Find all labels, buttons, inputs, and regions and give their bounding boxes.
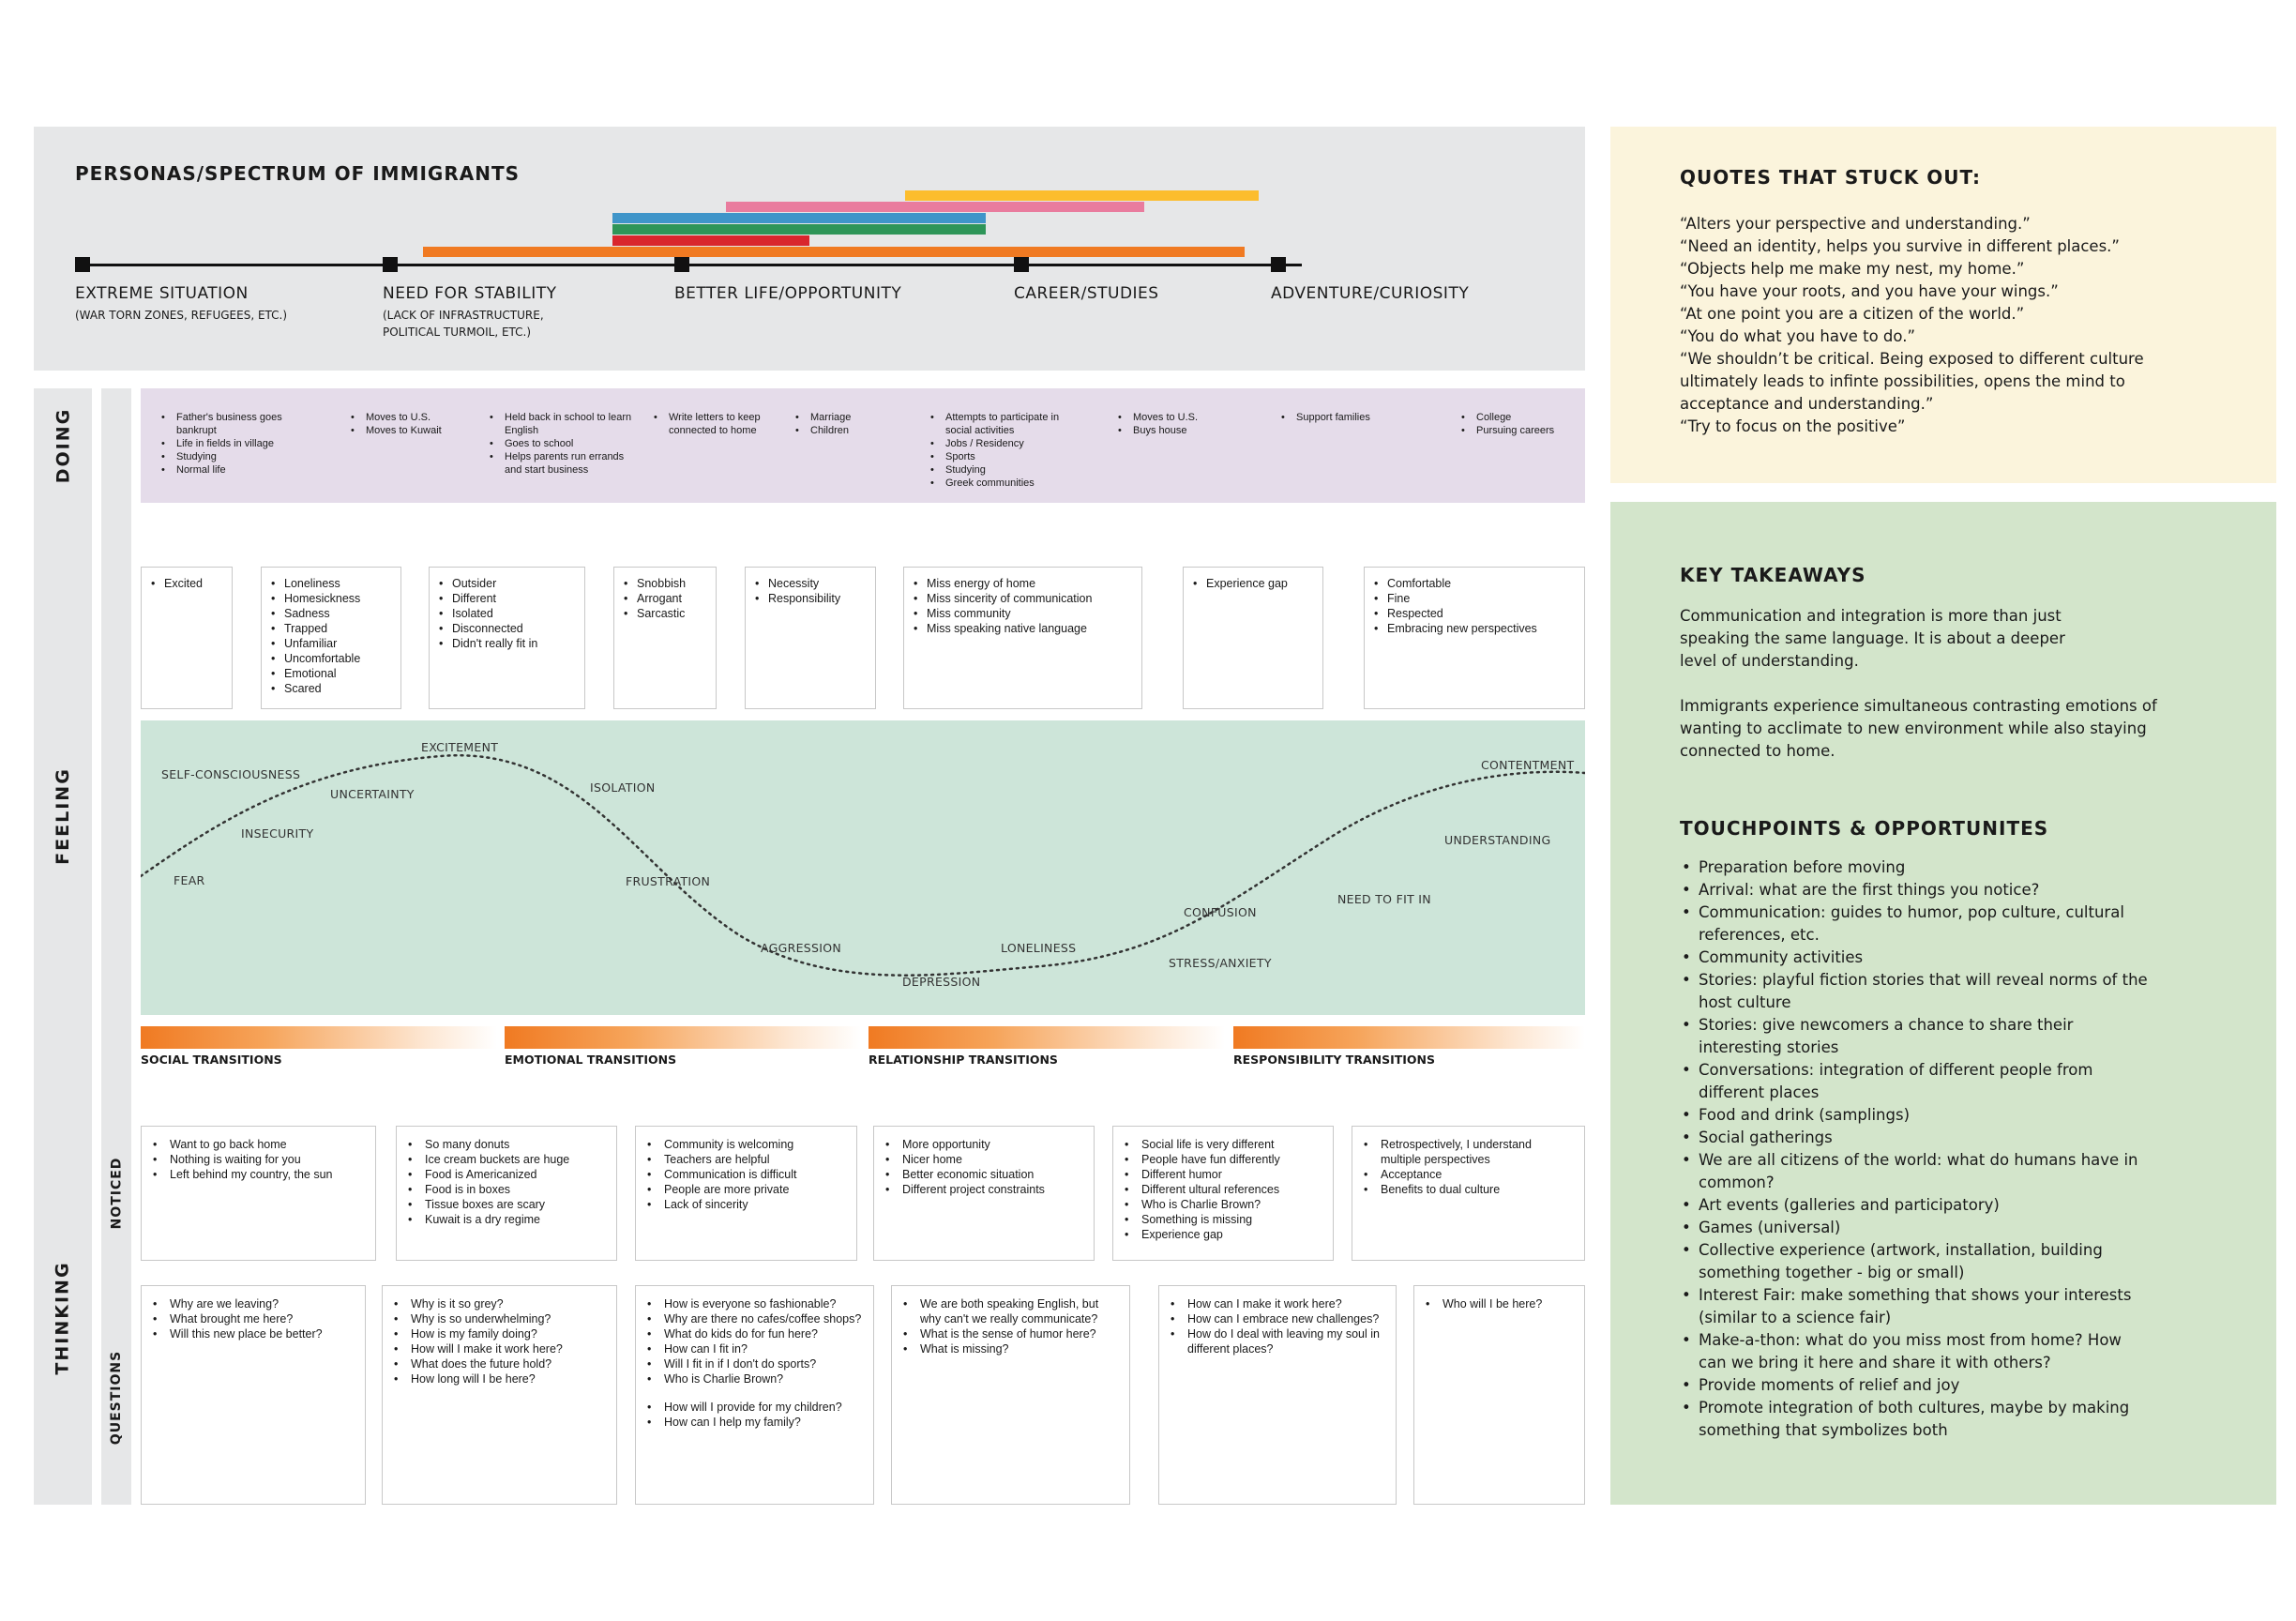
persona-bar-career	[726, 202, 1144, 212]
takeaways-title: KEY TAKEAWAYS	[1680, 564, 1866, 586]
list-item: • Preparation before moving	[1680, 856, 2149, 879]
list-item: • Helps parents run errands and start business	[488, 450, 638, 477]
feeling-box-1	[141, 567, 233, 709]
list-item: • Unfamiliar	[269, 636, 393, 651]
transition-label-social: SOCIAL TRANSITIONS	[141, 1053, 282, 1067]
list-item: • Lack of sincerity	[645, 1197, 847, 1212]
list-item: • Different ultural references	[1123, 1182, 1323, 1197]
questions-box-2	[382, 1285, 617, 1505]
doing-col-5	[793, 411, 906, 437]
list-item: • Sarcastic	[622, 606, 708, 621]
questions-box-3	[635, 1285, 874, 1505]
list-item: • Miss community	[912, 606, 1134, 621]
stage-better-life	[674, 284, 956, 303]
quote-line: “At one point you are a citizen of the world.”	[1680, 305, 2025, 323]
list-item: • Emotional	[269, 666, 393, 681]
doing-col-8	[1279, 411, 1411, 424]
list-item: • Benefits to dual culture	[1362, 1182, 1575, 1197]
list-item: • Different project constraints	[884, 1182, 1084, 1197]
list-item: • Isolated	[437, 606, 577, 621]
touchpoints-title: TOUCHPOINTS & OPPORTUNITES	[1680, 817, 2049, 840]
stage-label: ADVENTURE/CURIOSITY	[1271, 284, 1470, 303]
emotion-contentment: CONTENTMENT	[1481, 758, 1575, 772]
quote-line: “Try to focus on the positive”	[1680, 417, 1906, 435]
list-item: • Arrival: what are the first things you notice?	[1680, 879, 2149, 901]
list-item: • What is missing?	[901, 1341, 1120, 1356]
noticed-list	[645, 1137, 847, 1212]
persona-bar-adventure	[905, 190, 1259, 201]
questions-list	[1169, 1296, 1386, 1356]
list-item: • Why is it so grey?	[392, 1296, 607, 1311]
list-item: • Miss sincerity of communication	[912, 591, 1134, 606]
side-label-feeling: FEELING	[53, 767, 73, 865]
list-item: • More opportunity	[884, 1137, 1084, 1152]
list-item: • Comfortable	[1372, 576, 1577, 591]
list-item: • How long will I be here?	[392, 1371, 607, 1386]
emotion-loneliness: LONELINESS	[1001, 941, 1077, 955]
list-item: • People are more private	[645, 1182, 847, 1197]
list-item: • Conversations: integration of different people from different places	[1680, 1059, 2149, 1104]
list-item: • Loneliness	[269, 576, 393, 591]
feeling-list	[1372, 576, 1577, 636]
feeling-box-8	[1364, 567, 1585, 709]
takeaways-p2: Immigrants experience simultaneous contrasting emotions of wanting to acclimate to new environment while also staying connected to home.	[1680, 697, 2157, 760]
list-item: • How can I fit in?	[645, 1341, 864, 1356]
list-item: • Communication is difficult	[645, 1167, 847, 1182]
feeling-box-2	[261, 567, 401, 709]
list-item: • Marriage	[793, 411, 906, 424]
takeaways-p1: Communication and integration is more than just speaking the same language. It is about a deeper level of understanding.	[1680, 607, 2065, 670]
list-item: • Different humor	[1123, 1167, 1323, 1182]
personas-title: PERSONAS/SPECTRUM OF IMMIGRANTS	[75, 162, 520, 185]
sub-label-questions: QUESTIONS	[109, 1350, 125, 1446]
list-item: • Stories: give newcomers a chance to share their interesting stories	[1680, 1014, 2149, 1059]
emotion-curve-panel	[141, 720, 1585, 1015]
emotion-excitement: EXCITEMENT	[421, 740, 499, 754]
noticed-box-5	[1112, 1126, 1334, 1261]
list-item: • Arrogant	[622, 591, 708, 606]
quotes-list	[1680, 213, 2205, 438]
list-item: • How do I deal with leaving my soul in different places?	[1169, 1326, 1386, 1356]
list-item: • Something is missing	[1123, 1212, 1323, 1227]
list-item: • Studying	[929, 463, 1069, 477]
doing-col-7	[1116, 411, 1229, 437]
list-item: • Respected	[1372, 606, 1577, 621]
list-item: • What brought me here?	[151, 1311, 355, 1326]
list-item: • Trapped	[269, 621, 393, 636]
list-item: • Disconnected	[437, 621, 577, 636]
list-item: • Acceptance	[1362, 1167, 1575, 1182]
list-item: • Community activities	[1680, 947, 2149, 969]
list-item: • How can I embrace new challenges?	[1169, 1311, 1386, 1326]
list-item: • Why are we leaving?	[151, 1296, 355, 1311]
transition-label-emotional: EMOTIONAL TRANSITIONS	[505, 1053, 677, 1067]
list-item: • Art events (galleries and participatory)	[1680, 1194, 2149, 1217]
list-item: • College	[1459, 411, 1581, 424]
stage-marker-3	[674, 257, 689, 272]
quote-line: “Need an identity, helps you survive in different places.”	[1680, 237, 2120, 255]
stage-sub: (WAR TORN ZONES, REFUGEES, ETC.)	[75, 309, 288, 322]
transition-bar-relationship	[869, 1026, 1225, 1049]
stage-marker-4	[1014, 257, 1029, 272]
list-item: • Kuwait is a dry regime	[406, 1212, 607, 1227]
list-item: • Collective experience (artwork, installation, building something together - big or small)	[1680, 1239, 2149, 1284]
doing-band	[141, 388, 1585, 503]
noticed-box-4	[873, 1126, 1095, 1261]
list-item: • Different	[437, 591, 577, 606]
list-item: • Moves to U.S.	[1116, 411, 1229, 424]
list-item: • Ice cream buckets are huge	[406, 1152, 607, 1167]
stage-marker-2	[383, 257, 398, 272]
persona-bar-better-life	[612, 213, 986, 223]
list-item: • Life in fields in village	[159, 437, 310, 450]
list-item: • Make-a-thon: what do you miss most from home? How can we bring it here and share it with others?	[1680, 1329, 2149, 1374]
list-item: • Stories: playful fiction stories that will reveal norms of the host culture	[1680, 969, 2149, 1014]
noticed-box-1	[141, 1126, 376, 1261]
list-item: • Support families	[1279, 411, 1411, 424]
list-item: • Teachers are helpful	[645, 1152, 847, 1167]
questions-list	[1424, 1296, 1575, 1311]
list-item: • Moves to U.S.	[349, 411, 480, 424]
list-item: • How can I help my family?	[645, 1415, 864, 1430]
personas-panel	[34, 127, 1585, 371]
emotion-stress: STRESS/ANXIETY	[1169, 956, 1272, 970]
list-item: • Better economic situation	[884, 1167, 1084, 1182]
emotion-confusion: CONFUSION	[1184, 905, 1257, 919]
list-item: • Social life is very different	[1123, 1137, 1323, 1152]
feeling-box-3	[429, 567, 585, 709]
list-item: • Jobs / Residency	[929, 437, 1069, 450]
list-item: • Uncomfortable	[269, 651, 393, 666]
feeling-box-5	[745, 567, 876, 709]
list-item: • Why are there no cafes/coffee shops?	[645, 1311, 864, 1326]
doing-list	[349, 411, 480, 437]
list-item: • Who is Charlie Brown?	[645, 1371, 864, 1386]
list-item: • Will this new place be better?	[151, 1326, 355, 1341]
list-item: • Retrospectively, I understand multiple perspectives	[1362, 1137, 1575, 1167]
emotion-depression: DEPRESSION	[902, 975, 981, 989]
list-item: • Responsibility	[753, 591, 868, 606]
list-item: • Buys house	[1116, 424, 1229, 437]
list-item: • Moves to Kuwait	[349, 424, 480, 437]
list-item: • Will I fit in if I don't do sports?	[645, 1356, 864, 1371]
list-item: • What do kids do for fun here?	[645, 1326, 864, 1341]
list-item: • Who is Charlie Brown?	[1123, 1197, 1323, 1212]
touchpoints-list	[1680, 856, 2149, 1442]
quote-line: “You have your roots, and you have your wings.”	[1680, 282, 2059, 300]
emotion-curve	[141, 720, 1585, 1015]
doing-list	[1116, 411, 1229, 437]
list-item: • How will I make it work here?	[392, 1341, 607, 1356]
stage-marker-1	[75, 257, 90, 272]
list-item: • Didn't really fit in	[437, 636, 577, 651]
questions-box-5	[1158, 1285, 1397, 1505]
list-item: • Excited	[149, 576, 224, 591]
stage-label: CAREER/STUDIES	[1014, 284, 1159, 303]
stage-label: EXTREME SITUATION	[75, 284, 249, 303]
list-item: • Goes to school	[488, 437, 638, 450]
quote-line: “You do what you have to do.”	[1680, 327, 1915, 345]
list-item: • Pursuing careers	[1459, 424, 1581, 437]
feeling-box-6	[903, 567, 1142, 709]
stage-sub: (LACK OF INFRASTRUCTURE, POLITICAL TURMOIL, ETC.)	[383, 309, 544, 339]
list-item: • Scared	[269, 681, 393, 696]
list-item: • We are both speaking English, but why can't we really communicate?	[901, 1296, 1120, 1326]
list-item: • Children	[793, 424, 906, 437]
persona-bar-stability	[612, 224, 986, 235]
list-item: • How will I provide for my children?	[645, 1400, 864, 1415]
feeling-list	[269, 576, 393, 696]
stage-label: BETTER LIFE/OPPORTUNITY	[674, 284, 902, 303]
list-item: • Write letters to keep connected to home	[652, 411, 788, 437]
sub-label-noticed: NOTICED	[109, 1157, 124, 1230]
list-item: • Left behind my country, the sun	[151, 1167, 366, 1182]
emotion-self-consciousness: SELF-CONSCIOUSNESS	[161, 767, 301, 781]
stage-extreme	[75, 284, 356, 324]
doing-col-4	[652, 411, 788, 437]
side-label-feeling-wrap	[34, 713, 92, 919]
emotion-uncertainty: UNCERTAINTY	[330, 787, 415, 801]
feeling-list	[912, 576, 1134, 636]
doing-list	[488, 411, 638, 477]
doing-col-9	[1459, 411, 1581, 437]
list-item: • Outsider	[437, 576, 577, 591]
list-item: • Nothing is waiting for you	[151, 1152, 366, 1167]
feeling-list	[622, 576, 708, 621]
emotion-frustration: FRUSTRATION	[626, 874, 711, 888]
list-item: • Studying	[159, 450, 310, 463]
transition-label-responsibility: RESPONSIBILITY TRANSITIONS	[1233, 1053, 1436, 1067]
list-item: • Experience gap	[1123, 1227, 1323, 1242]
doing-col-6	[929, 411, 1069, 490]
spectrum-axis-line	[83, 264, 1302, 266]
list-item: • Who will I be here?	[1424, 1296, 1575, 1311]
transition-bar-social	[141, 1026, 497, 1049]
list-item: • Homesickness	[269, 591, 393, 606]
list-item: • People have fun differently	[1123, 1152, 1323, 1167]
doing-list	[1279, 411, 1411, 424]
list-item: • Attempts to participate in social activities	[929, 411, 1069, 437]
questions-box-1	[141, 1285, 366, 1505]
noticed-list	[406, 1137, 607, 1227]
noticed-list	[1123, 1137, 1323, 1242]
list-item: • Father's business goes bankrupt	[159, 411, 310, 437]
quotes-panel	[1610, 127, 2276, 483]
noticed-box-6	[1352, 1126, 1585, 1261]
list-item: • Experience gap	[1191, 576, 1315, 591]
noticed-list	[884, 1137, 1084, 1197]
doing-col-1	[159, 411, 310, 477]
quotes-title: QUOTES THAT STUCK OUT:	[1680, 166, 1982, 189]
questions-box-4	[891, 1285, 1130, 1505]
emotion-fear: FEAR	[174, 873, 205, 887]
takeaways-panel	[1610, 502, 2276, 1505]
doing-list	[159, 411, 310, 477]
list-item: • How can I make it work here?	[1169, 1296, 1386, 1311]
doing-col-3	[488, 411, 638, 477]
list-item: • Interest Fair: make something that shows your interests (similar to a science fair)	[1680, 1284, 2149, 1329]
list-item: • Sports	[929, 450, 1069, 463]
feeling-list	[1191, 576, 1315, 591]
list-item: • Snobbish	[622, 576, 708, 591]
questions-list	[151, 1296, 355, 1341]
questions-list	[645, 1296, 864, 1386]
list-item: • Communication: guides to humor, pop culture, cultural references, etc.	[1680, 901, 2149, 947]
stage-marker-5	[1271, 257, 1286, 272]
feeling-box-4	[613, 567, 717, 709]
list-item: • Normal life	[159, 463, 310, 477]
feeling-list	[437, 576, 577, 651]
list-item: • Food is in boxes	[406, 1182, 607, 1197]
noticed-list	[1362, 1137, 1575, 1197]
transition-bar-responsibility	[1233, 1026, 1585, 1049]
list-item: • Embracing new perspectives	[1372, 621, 1577, 636]
persona-bar-extreme	[612, 235, 809, 246]
questions-list	[901, 1296, 1120, 1356]
stage-label: NEED FOR STABILITY	[383, 284, 557, 303]
noticed-box-3	[635, 1126, 857, 1261]
emotion-isolation: ISOLATION	[590, 780, 656, 795]
list-item: • What is the sense of humor here?	[901, 1326, 1120, 1341]
stage-stability	[383, 284, 570, 341]
list-item: • Promote integration of both cultures, maybe by making something that symbolizes both	[1680, 1397, 2149, 1442]
feeling-list	[753, 576, 868, 606]
list-item: • How is my family doing?	[392, 1326, 607, 1341]
list-item: • Necessity	[753, 576, 868, 591]
stage-adventure	[1271, 284, 1552, 303]
list-item: • Nicer home	[884, 1152, 1084, 1167]
list-item: • Want to go back home	[151, 1137, 366, 1152]
quote-line: “Objects help me make my nest, my home.”	[1680, 260, 2025, 278]
doing-list	[929, 411, 1069, 490]
list-item: • How is everyone so fashionable?	[645, 1296, 864, 1311]
list-item: • Why is so underwhelming?	[392, 1311, 607, 1326]
side-label-thinking-wrap	[34, 1220, 92, 1416]
side-label-doing-wrap	[34, 388, 92, 503]
sub-label-noticed-wrap	[101, 1126, 131, 1261]
list-item: • What does the future hold?	[392, 1356, 607, 1371]
doing-list	[793, 411, 906, 437]
list-item: • Provide moments of relief and joy	[1680, 1374, 2149, 1397]
transition-bar-emotional	[505, 1026, 861, 1049]
side-label-thinking: THINKING	[53, 1261, 73, 1375]
noticed-box-2	[396, 1126, 617, 1261]
noticed-list	[151, 1137, 366, 1182]
quote-line: “We shouldn’t be critical. Being exposed to different culture ultimately leads to infinte possibilities, opens the mind to acceptance and understanding.”	[1680, 350, 2144, 413]
questions-list	[392, 1296, 607, 1386]
feeling-list	[149, 576, 224, 591]
list-item: • Food and drink (samplings)	[1680, 1104, 2149, 1127]
doing-list	[1459, 411, 1581, 437]
doing-col-2	[349, 411, 480, 437]
list-item: • Community is welcoming	[645, 1137, 847, 1152]
list-item: • Food is Americanized	[406, 1167, 607, 1182]
side-label-doing: DOING	[53, 407, 73, 484]
list-item: • Miss energy of home	[912, 576, 1134, 591]
quote-line: “Alters your perspective and understanding.”	[1680, 215, 2031, 233]
emotion-need-fit: NEED TO FIT IN	[1337, 892, 1431, 906]
emotion-insecurity: INSECURITY	[241, 826, 314, 841]
feeling-box-7	[1183, 567, 1323, 709]
emotion-understanding: UNDERSTANDING	[1444, 833, 1551, 847]
list-item: • Games (universal)	[1680, 1217, 2149, 1239]
questions-list-extra	[645, 1400, 864, 1430]
emotion-aggression: AGGRESSION	[761, 941, 842, 955]
questions-box-6	[1413, 1285, 1585, 1505]
doing-list	[652, 411, 788, 437]
list-item: • So many donuts	[406, 1137, 607, 1152]
list-item: • Social gatherings	[1680, 1127, 2149, 1149]
list-item: • Held back in school to learn English	[488, 411, 638, 437]
list-item: • Greek communities	[929, 477, 1069, 490]
list-item: • Tissue boxes are scary	[406, 1197, 607, 1212]
sub-label-questions-wrap	[101, 1332, 131, 1463]
list-item: • We are all citizens of the world: what do humans have in common?	[1680, 1149, 2149, 1194]
stage-career	[1014, 284, 1248, 303]
list-item: • Sadness	[269, 606, 393, 621]
transition-label-relationship: RELATIONSHIP TRANSITIONS	[869, 1053, 1058, 1067]
list-item: • Fine	[1372, 591, 1577, 606]
persona-bar-wide	[423, 247, 1245, 257]
list-item: • Miss speaking native language	[912, 621, 1134, 636]
